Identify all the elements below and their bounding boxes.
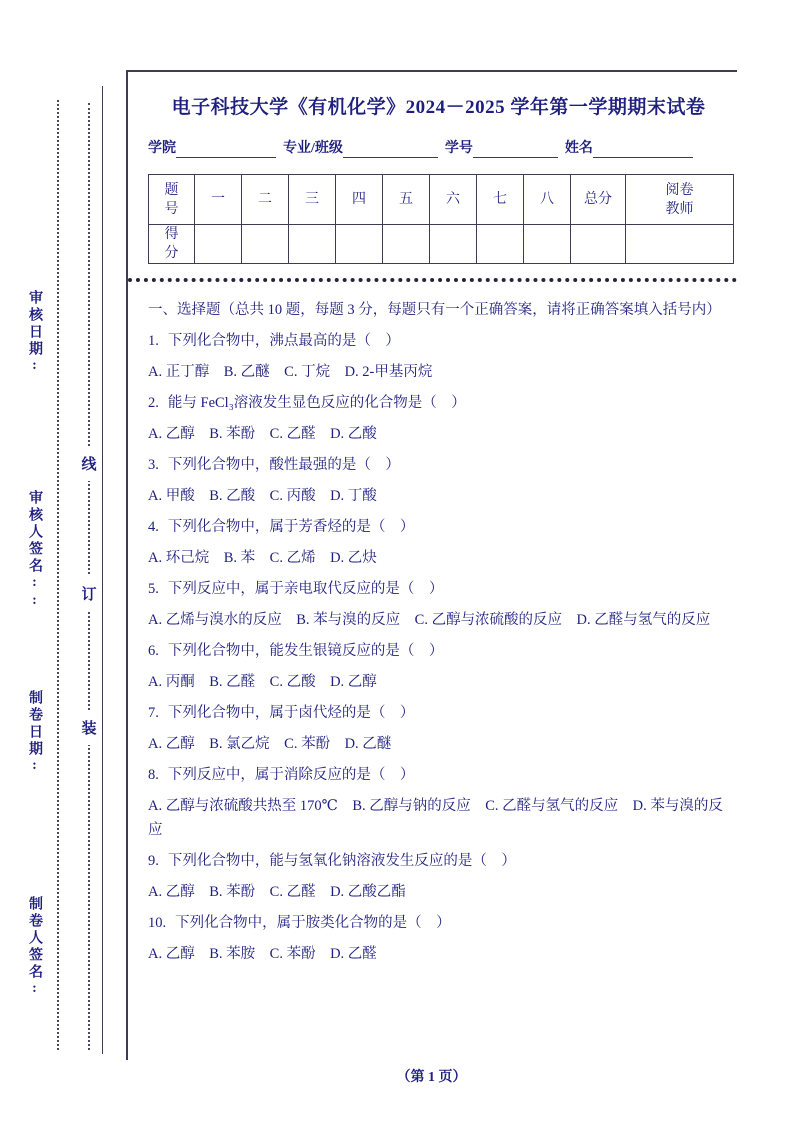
info-field-label: 专业/班级 bbox=[283, 141, 343, 156]
margin-label-reviewer-signature: 审核人签名:: bbox=[27, 490, 42, 611]
info-field-label: 学号 bbox=[444, 141, 473, 156]
score-table-header-row bbox=[149, 175, 734, 225]
student-info-row bbox=[148, 137, 729, 158]
question-line bbox=[148, 453, 729, 477]
binding-char-xian: 线 bbox=[80, 446, 98, 481]
score-column-header: 一 bbox=[195, 175, 242, 225]
question-stem: 下列反应中，属于消除反应的是（ ） bbox=[167, 767, 415, 783]
question-number: 10. bbox=[148, 915, 167, 931]
info-field-blank bbox=[176, 140, 276, 158]
question-options: A. 乙烯与溴水的反应 B. 苯与溴的反应 C. 乙醇与浓硫酸的反应 D. 乙醛与氢气的反应 bbox=[148, 612, 711, 628]
question-stem: 下列化合物中，属于卤代烃的是（ ） bbox=[167, 705, 415, 721]
score-column-header: 五 bbox=[383, 175, 430, 225]
score-row-label: 得分 bbox=[164, 227, 179, 261]
question-options: A. 乙醇 B. 苯胺 C. 苯酚 D. 乙醛 bbox=[148, 946, 377, 962]
info-field-blank bbox=[473, 140, 558, 158]
question-stem: 下列化合物中，沸点最高的是（ ） bbox=[167, 333, 400, 349]
score-cell bbox=[571, 225, 626, 264]
info-field bbox=[283, 137, 438, 158]
score-column-header: 二 bbox=[242, 175, 289, 225]
question-number: 4. bbox=[148, 519, 159, 535]
score-column-header: 三 bbox=[289, 175, 336, 225]
margin-label-papermaker-signature: 制卷人签名: bbox=[27, 896, 42, 999]
question-item bbox=[148, 453, 729, 508]
score-cell bbox=[626, 225, 734, 264]
question-options: A. 丙酮 B. 乙醛 C. 乙酸 D. 乙醇 bbox=[148, 674, 377, 690]
info-field-blank bbox=[343, 140, 438, 158]
dotted-separator bbox=[128, 278, 737, 282]
question-line bbox=[148, 329, 729, 353]
score-cell bbox=[336, 225, 383, 264]
question-item bbox=[148, 849, 729, 904]
binding-dotted-line-outer bbox=[57, 100, 59, 1050]
binding-char-zhuang: 装 bbox=[80, 710, 98, 745]
info-field-label: 姓名 bbox=[564, 141, 593, 156]
question-item bbox=[148, 391, 729, 446]
score-row-label-cell bbox=[149, 225, 195, 264]
question-number: 6. bbox=[148, 643, 159, 659]
question-options: A. 乙醇 B. 氯乙烷 C. 苯酚 D. 乙醚 bbox=[148, 736, 392, 752]
question-line bbox=[148, 515, 729, 539]
margin-label-review-date: 审核日期: bbox=[27, 290, 42, 376]
margin-separator-line bbox=[102, 86, 103, 1054]
grader-header: 阅卷教师 bbox=[665, 182, 694, 217]
question-item bbox=[148, 577, 729, 632]
question-line bbox=[148, 577, 729, 601]
info-field bbox=[148, 137, 276, 158]
grader-header-cell bbox=[626, 175, 734, 225]
question-item bbox=[148, 329, 729, 384]
score-table-corner-cell bbox=[149, 175, 195, 225]
question-number: 1. bbox=[148, 333, 159, 349]
binding-char-ding: 订 bbox=[80, 576, 98, 611]
question-line bbox=[148, 911, 729, 935]
question-stem: 下列化合物中，能与氢氧化钠溶液发生反应的是（ ） bbox=[167, 853, 516, 869]
question-list bbox=[148, 329, 729, 966]
question-options: A. 乙醇 B. 苯酚 C. 乙醛 D. 乙酸 bbox=[148, 426, 377, 442]
score-cell bbox=[289, 225, 336, 264]
question-stem: 下列化合物中，属于胺类化合物的是（ ） bbox=[175, 915, 451, 931]
question-item bbox=[148, 763, 729, 842]
question-stem: 下列反应中，属于亲电取代反应的是（ ） bbox=[167, 581, 444, 597]
question-item bbox=[148, 701, 729, 756]
question-number: 9. bbox=[148, 853, 159, 869]
question-line bbox=[148, 391, 729, 415]
score-column-header: 总分 bbox=[571, 175, 626, 225]
score-cell bbox=[524, 225, 571, 264]
question-options: A. 甲酸 B. 乙酸 C. 丙酸 D. 丁酸 bbox=[148, 488, 377, 504]
score-column-header: 六 bbox=[430, 175, 477, 225]
question-stem: 下列化合物中，能发生银镜反应的是（ ） bbox=[167, 643, 444, 659]
question-number: 2. bbox=[148, 395, 159, 411]
question-line bbox=[148, 763, 729, 787]
question-line bbox=[148, 639, 729, 663]
question-line bbox=[148, 849, 729, 873]
question-options: A. 环己烷 B. 苯 C. 乙烯 D. 乙炔 bbox=[148, 550, 377, 566]
score-cell bbox=[242, 225, 289, 264]
score-cell bbox=[383, 225, 430, 264]
question-number: 7. bbox=[148, 705, 159, 721]
info-field-blank bbox=[593, 140, 693, 158]
question-item bbox=[148, 911, 729, 966]
question-item bbox=[148, 515, 729, 570]
question-line bbox=[148, 701, 729, 725]
score-table-score-row bbox=[149, 225, 734, 264]
score-table bbox=[148, 174, 734, 264]
exam-sheet bbox=[126, 70, 737, 1060]
info-field-label: 学院 bbox=[148, 141, 176, 156]
question-number: 5. bbox=[148, 581, 159, 597]
question-number-header: 题号 bbox=[164, 182, 179, 217]
exam-title: 电子科技大学《有机化学》2024－2025 学年第一学期期末试卷 bbox=[171, 97, 706, 118]
score-cell bbox=[430, 225, 477, 264]
score-column-header: 四 bbox=[336, 175, 383, 225]
question-number: 8. bbox=[148, 767, 159, 783]
score-cell bbox=[477, 225, 524, 264]
info-field bbox=[565, 137, 693, 158]
score-column-header: 七 bbox=[477, 175, 524, 225]
question-stem: 下列化合物中，酸性最强的是（ ） bbox=[167, 457, 400, 473]
score-column-header: 八 bbox=[524, 175, 571, 225]
info-field bbox=[445, 137, 558, 158]
question-number: 3. bbox=[148, 457, 159, 473]
page-number: （第 1 页） bbox=[396, 1070, 467, 1085]
question-options: A. 乙醇与浓硫酸共热至 170℃ B. 乙醇与钠的反应 C. 乙醛与氢气的反应 D. 苯与溴的反应 bbox=[148, 798, 723, 838]
section-one-heading: 一、选择题（总共 10 题，每题 3 分，每题只有一个正确答案，请将正确答案填入括号内） bbox=[148, 302, 721, 318]
question-stem: 能与 FeCl₃溶液发生显色反应的化合物是（ ） bbox=[167, 395, 466, 411]
question-item bbox=[148, 639, 729, 694]
margin-label-papermaking-date: 制卷日期: bbox=[27, 690, 42, 776]
question-options: A. 正丁醇 B. 乙醚 C. 丁烷 D. 2-甲基丙烷 bbox=[148, 364, 433, 380]
question-options: A. 乙醇 B. 苯酚 C. 乙醛 D. 乙酸乙酯 bbox=[148, 884, 406, 900]
score-cell bbox=[195, 225, 242, 264]
question-stem: 下列化合物中，属于芳香烃的是（ ） bbox=[167, 519, 415, 535]
